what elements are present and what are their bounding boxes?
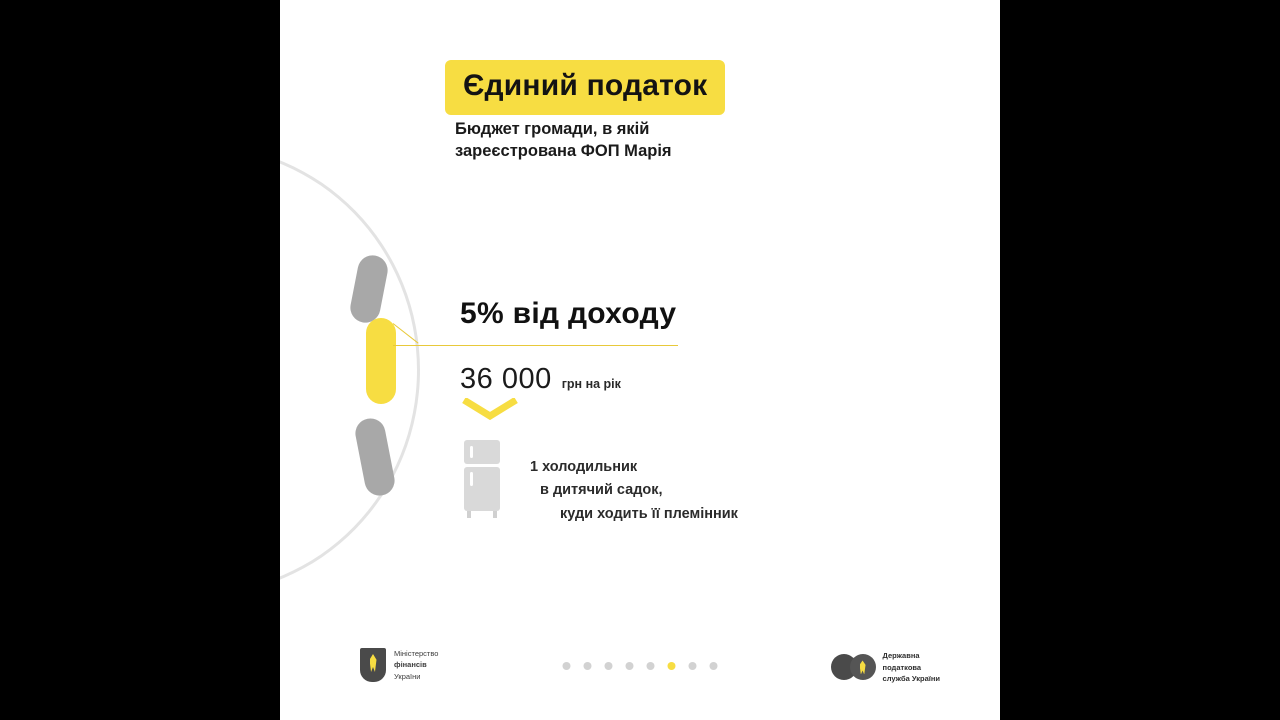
refrigerator-icon (460, 438, 508, 520)
tax-service-label (883, 650, 940, 685)
amount-unit: грн на рік (561, 377, 621, 391)
trident-emblem-icon (360, 648, 386, 682)
result-caption-line-1: 1 холодильник (530, 459, 638, 475)
pagination-dot[interactable] (689, 662, 697, 670)
pagination-dot[interactable] (605, 662, 613, 670)
ministry-of-finance-label (394, 648, 438, 682)
result-caption-line-3: куди ходить її племінник (560, 505, 738, 522)
page-title: Єдиний податок (445, 60, 725, 115)
slide (280, 0, 1000, 720)
result-caption (530, 438, 738, 526)
decorative-arc (280, 145, 420, 595)
pagination-dot[interactable] (710, 662, 718, 670)
ministry-line-2: фінансів (394, 660, 427, 670)
chevron-down-icon (462, 398, 518, 420)
ministry-line-1: Міністерство (394, 649, 439, 659)
ministry-of-finance-logo (360, 648, 438, 682)
tax-service-emblem-icon (831, 654, 876, 680)
amount-row (460, 363, 621, 396)
pagination-dot[interactable] (626, 662, 634, 670)
tax-line-1: Державна (882, 651, 920, 660)
subtitle: Бюджет громади, в якій зареєстрована ФОП Марія (455, 120, 672, 161)
pagination-dot[interactable] (584, 662, 592, 670)
footer (280, 644, 1000, 694)
pagination-dot[interactable] (563, 662, 571, 670)
connector-horizontal (393, 345, 678, 346)
slide-pagination[interactable] (563, 662, 718, 670)
tax-line-3: служба України (882, 674, 940, 684)
progress-pill-active (366, 318, 396, 404)
connector-line (393, 345, 733, 346)
result-block (460, 438, 738, 526)
pagination-dot[interactable] (647, 662, 655, 670)
ministry-line-3: України (394, 671, 421, 681)
result-caption-line-2: в дитячий садок, (540, 482, 663, 499)
tax-service-logo (831, 650, 940, 685)
pagination-dot-active[interactable] (668, 662, 676, 670)
tax-line-2: податкова (882, 662, 922, 672)
amount-value: 36 000 (460, 363, 552, 395)
headline-rate: 5% від доходу (460, 297, 677, 330)
